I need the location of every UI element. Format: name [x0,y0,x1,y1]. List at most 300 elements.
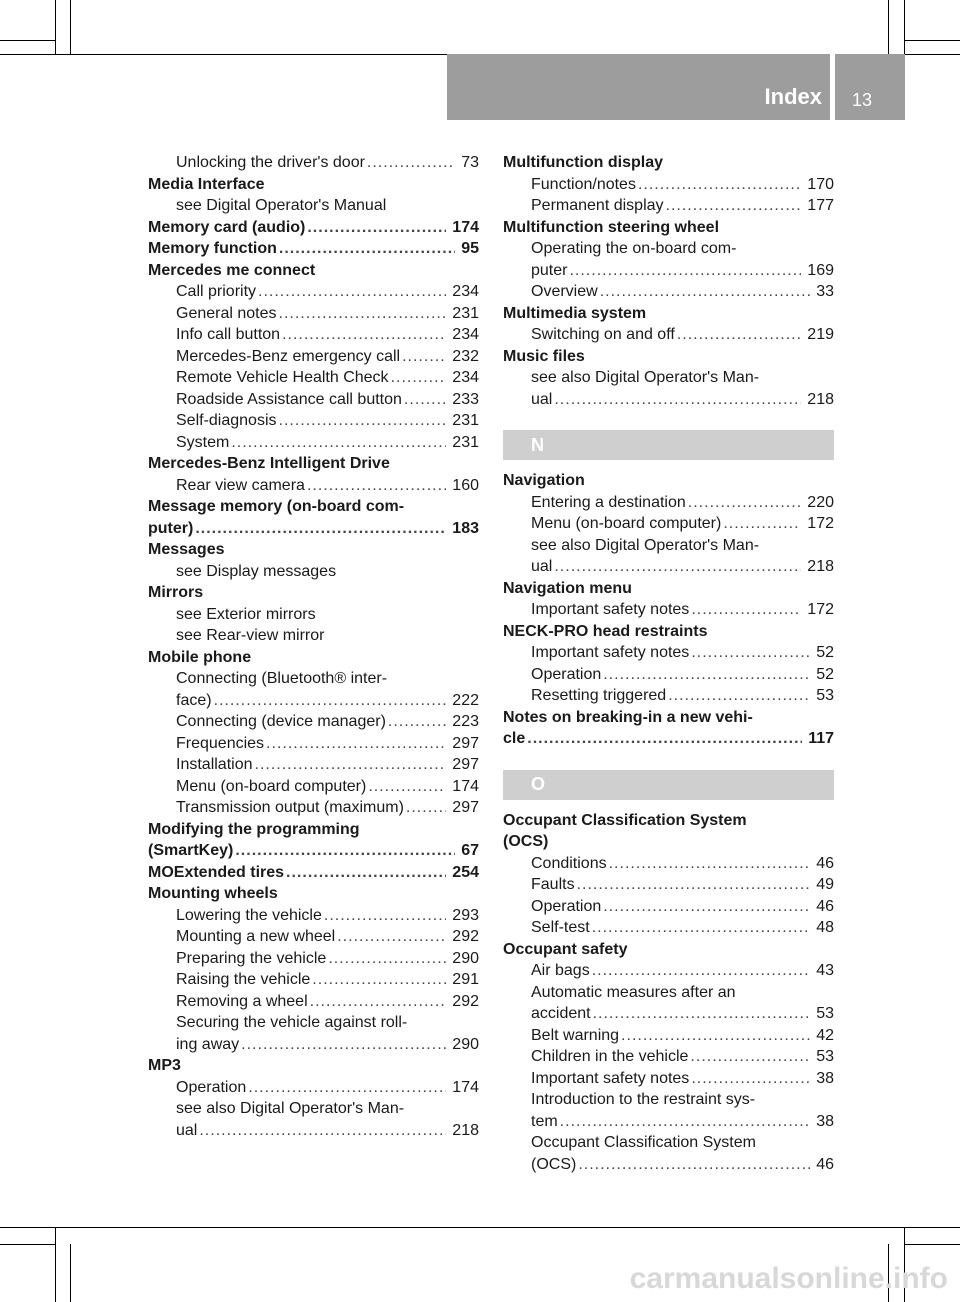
dot-leader [603,664,810,686]
index-term: Menu (on-board computer) [176,777,367,795]
index-term: Occupant safety [503,940,628,958]
dot-leader [560,1111,811,1133]
index-term: Automatic measures after an [531,983,736,1001]
crop-mark [0,1227,960,1228]
index-subentry [503,1089,834,1111]
dot-leader [235,840,455,862]
index-subentry [503,1046,834,1068]
index-term: Remote Vehicle Health Check [176,369,389,386]
crop-mark [904,0,905,54]
index-subentry [148,281,479,303]
index-term: Multimedia system [503,304,647,322]
page-reference: 223 [452,713,479,730]
index-term: (OCS) [531,1155,577,1173]
index-heading [503,217,834,239]
index-term: Info call button [176,326,281,343]
index-term: Media Interface [148,175,265,193]
index-subentry [503,389,834,411]
index-term: Roadside Assistance call button [176,390,402,408]
page-reference: 33 [816,283,834,300]
index-subentry [503,513,834,535]
dot-leader [600,281,811,303]
index-heading [148,539,479,561]
index-heading [148,1055,479,1077]
page-reference: 297 [452,756,479,773]
index-term: Message memory (on-board com- [148,498,405,515]
page-reference: 48 [816,919,834,936]
index-term: Mirrors [148,584,204,601]
index-term: see also Digital Operator's Man- [531,536,760,554]
index-term: Mercedes-Benz emergency call [176,347,401,365]
index-subentry [503,960,834,982]
index-term: System [176,433,230,451]
page-reference: 220 [807,493,834,511]
page-reference: 46 [816,1155,834,1173]
index-heading [148,647,479,669]
index-subentry [503,917,834,939]
index-subentry [148,733,479,755]
index-heading [503,831,834,853]
index-subentry [503,1154,834,1176]
page-reference: 291 [452,971,479,988]
index-term: Lowering the vehicle [176,906,322,924]
index-term: Self-test [531,919,590,936]
index-subentry [503,556,834,578]
page-reference: 177 [807,197,834,214]
index-heading [503,303,834,325]
dot-leader [677,324,801,346]
header-separator [830,54,835,120]
dot-leader [691,1068,810,1090]
index-subentry [148,152,479,174]
index-term: MP3 [148,1057,181,1074]
dot-leader [593,1003,811,1025]
index-term: General notes [176,304,277,322]
page-reference: 234 [452,283,479,300]
page-reference: 222 [452,691,479,709]
index-heading [148,496,479,518]
dot-leader [312,969,446,991]
dot-leader [569,260,801,282]
dot-leader [307,475,446,497]
index-term: Connecting (device manager) [176,713,386,730]
index-heading [148,260,479,282]
page-reference: 46 [816,854,834,872]
index-term: Conditions [531,854,607,872]
page-reference: 218 [807,558,834,575]
index-term: Introduction to the restraint sys- [531,1091,756,1108]
index-heading [503,728,834,750]
index-subentry [148,432,479,454]
page-reference: 292 [452,928,479,945]
index-subentry [148,561,479,583]
page-reference: 67 [461,842,479,859]
dot-leader [666,195,802,217]
index-term: puter) [148,519,194,537]
index-term: Preparing the vehicle [176,949,327,967]
index-subentry [148,1098,479,1120]
index-column-left [148,152,479,1141]
page-reference: 232 [452,347,479,365]
index-subentry [148,754,479,776]
crop-mark [905,40,960,41]
index-term: Installation [176,756,253,773]
dot-leader [214,690,447,712]
dot-leader [577,874,811,896]
index-column-right [503,152,834,1175]
dot-leader [688,492,802,514]
index-heading [503,939,834,961]
index-heading [148,819,479,841]
page-reference: 254 [452,863,479,881]
page-reference: 95 [461,240,479,257]
page-reference: 290 [452,949,479,967]
index-term: Removing a wheel [176,992,308,1010]
dot-leader [367,152,455,174]
index-term: Multifunction display [503,154,663,171]
index-subentry [503,685,834,707]
dot-leader [592,960,811,982]
index-subentry [148,969,479,991]
index-subentry [503,599,834,621]
index-heading [503,578,834,600]
index-term: (SmartKey) [148,842,234,859]
dot-leader [527,728,802,750]
index-term: Mercedes me connect [148,261,316,279]
dot-leader [241,1034,446,1056]
index-term: Permanent display [531,197,664,214]
index-heading [503,810,834,832]
page-reference: 52 [816,644,834,661]
dot-leader [603,896,810,918]
index-term: Securing the vehicle against roll- [176,1014,408,1031]
page-reference: 49 [816,876,834,893]
index-term: Operation [176,1078,247,1096]
dot-leader [578,1154,810,1176]
index-term: cle [503,730,526,747]
index-term: Multifunction steering wheel [503,218,720,236]
index-term: Function/notes [531,175,636,193]
page-reference: 231 [452,412,479,429]
index-term: Occupant Classification System [503,811,747,829]
index-term: Navigation [503,472,585,489]
index-term: Overview [531,283,598,300]
index-subentry [148,711,479,733]
page-number: 13 [852,90,873,110]
index-term: NECK-PRO head restraints [503,622,708,640]
index-term: MOExtended tires [148,863,285,881]
index-term: see Rear-view mirror [176,627,325,644]
page-reference: 231 [452,433,479,451]
index-subentry [148,668,479,690]
crop-mark [0,1244,55,1245]
dot-leader [279,303,447,325]
index-term: Operating the on-board com- [531,240,737,257]
index-subentry [148,303,479,325]
index-term: Operation [531,665,602,683]
index-heading [148,174,479,196]
index-heading [148,840,479,862]
crop-mark [0,40,55,41]
index-term: puter [531,261,568,279]
page-reference: 46 [816,897,834,915]
index-term: Belt warning [531,1026,620,1044]
dot-leader [231,432,446,454]
index-heading [148,518,479,540]
index-subentry [503,492,834,514]
page-reference: 53 [816,1005,834,1022]
index-subentry [503,896,834,918]
index-term: face) [176,691,212,709]
index-term: Children in the vehicle [531,1048,689,1065]
index-heading [503,621,834,643]
dot-leader [282,324,446,346]
index-term: Navigation menu [503,579,632,597]
index-term: Mounting a new wheel [176,928,336,945]
index-subentry [503,195,834,217]
index-subentry [148,797,479,819]
header-bar [447,54,905,120]
page-reference: 38 [816,1069,834,1087]
crop-mark [70,0,71,54]
crop-mark [70,1244,71,1302]
index-term: Transmission output (maximum) [176,799,404,816]
dot-leader [391,367,447,389]
dot-leader [324,905,446,927]
page-reference: 117 [808,730,834,747]
index-subentry [148,195,479,217]
index-term: Operation [531,897,602,915]
dot-leader [592,917,811,939]
page-reference: 234 [452,369,479,386]
index-term: ing away [176,1035,240,1053]
index-term: Memory function [148,240,277,257]
index-subentry [148,410,479,432]
dot-leader [691,599,801,621]
index-subentry [503,1003,834,1025]
index-term: ual [176,1121,198,1139]
index-subentry [148,389,479,411]
index-term: see also Digital Operator's Man- [176,1100,405,1117]
page-reference: 172 [807,515,834,532]
index-term: ual [531,558,553,575]
page-reference: 42 [816,1026,834,1044]
dot-leader [307,217,446,239]
dot-leader [406,797,446,819]
page-reference: 160 [452,476,479,494]
index-subentry [503,324,834,346]
page-reference: 297 [452,799,479,816]
page-reference: 183 [452,519,479,537]
index-term: Important safety notes [531,644,690,661]
page-reference: 52 [816,665,834,683]
index-term: Messages [148,541,225,558]
dot-leader [404,389,446,411]
index-term: Important safety notes [531,601,690,618]
index-term: Mercedes-Benz Intelligent Drive [148,455,390,472]
page-reference: 73 [461,154,479,171]
index-subentry [503,260,834,282]
dot-leader [402,346,446,368]
page-title: Index [764,84,822,109]
index-subentry [148,324,479,346]
index-subentry [148,367,479,389]
page-reference: 38 [816,1112,834,1130]
index-heading [503,346,834,368]
index-term: Faults [531,876,575,893]
index-subentry [148,905,479,927]
page-reference: 43 [816,962,834,979]
index-term: Unlocking the driver's door [176,154,365,171]
page-reference: 231 [452,304,479,322]
dot-leader [723,513,801,535]
dot-leader [388,711,446,733]
dot-leader [286,862,446,884]
dot-leader [266,733,446,755]
index-term: Modifying the programming [148,820,360,838]
dot-leader [554,389,801,411]
page-reference: 218 [807,390,834,408]
index-subentry [503,174,834,196]
crop-mark [55,0,56,54]
page-reference: 169 [807,261,834,279]
index-subentry [503,535,834,557]
index-term: Notes on breaking-in a new vehi- [503,708,753,726]
page-reference: 53 [816,687,834,704]
dot-leader [279,410,447,432]
index-term: accident [531,1005,591,1022]
section-header: N [503,430,834,460]
page-reference: 172 [807,601,834,618]
index-term: Air bags [531,962,590,979]
watermark: carmanualsonline.info [629,1262,948,1295]
index-term: Connecting (Bluetooth® inter- [176,670,388,687]
index-term: Menu (on-board computer) [531,515,722,532]
index-subentry [503,1025,834,1047]
index-term: Occupant Classification System [531,1134,756,1151]
index-term: (OCS) [503,833,549,850]
index-term: Memory card (audio) [148,218,306,236]
dot-leader [638,174,801,196]
index-term: Frequencies [176,734,265,752]
index-term: Resetting triggered [531,687,667,704]
index-subentry [148,690,479,712]
page-reference: 290 [452,1035,479,1053]
index-term: Entering a destination [531,493,686,511]
index-term: see Digital Operator's Manual [176,197,387,214]
dot-leader [248,1077,446,1099]
index-term: Raising the vehicle [176,971,311,988]
dot-leader [668,685,810,707]
page-reference: 170 [807,175,834,193]
index-term: Important safety notes [531,1069,690,1087]
index-subentry [148,776,479,798]
index-subentry [148,346,479,368]
index-term: Call priority [176,283,257,300]
index-subentry [148,926,479,948]
index-subentry [503,1068,834,1090]
index-subentry [503,238,834,260]
page-reference: 53 [816,1048,834,1065]
dot-leader [690,1046,810,1068]
page-reference: 174 [452,218,479,236]
dot-leader [337,926,446,948]
index-heading [148,883,479,905]
dot-leader [691,642,810,664]
crop-mark [888,0,889,54]
index-subentry [148,475,479,497]
index-heading [503,152,834,174]
index-subentry [503,642,834,664]
index-subentry [148,991,479,1013]
index-subentry [503,367,834,389]
page-reference: 293 [452,906,479,924]
index-heading [148,582,479,604]
index-subentry [503,853,834,875]
dot-leader [310,991,447,1013]
index-subentry [503,1111,834,1133]
index-heading [148,238,479,260]
index-subentry [148,1120,479,1142]
page-reference: 233 [452,390,479,408]
index-term: Switching on and off [531,326,675,343]
index-subentry [503,664,834,686]
index-term: ual [531,390,553,408]
index-subentry [148,1077,479,1099]
index-heading [503,707,834,729]
page-reference: 292 [452,992,479,1010]
index-term: Self-diagnosis [176,412,277,429]
index-term: Mobile phone [148,648,252,666]
index-heading [503,470,834,492]
dot-leader [255,754,447,776]
index-subentry [148,604,479,626]
index-term: tem [531,1112,558,1130]
page-reference: 219 [807,326,834,343]
dot-leader [621,1025,810,1047]
section-header: O [503,770,834,800]
index-subentry [503,982,834,1004]
crop-mark [905,1244,960,1245]
index-subentry [148,625,479,647]
dot-leader [279,238,455,260]
index-term: Mounting wheels [148,885,278,902]
index-term: see Display messages [176,562,337,580]
page-reference: 174 [452,1078,479,1096]
dot-leader [554,556,801,578]
index-term: see Exterior mirrors [176,605,316,623]
page-reference: 234 [452,326,479,343]
crop-mark [55,1228,56,1302]
index-term: Rear view camera [176,476,305,494]
index-subentry [148,1012,479,1034]
index-subentry [503,874,834,896]
dot-leader [328,948,446,970]
index-term: see also Digital Operator's Man- [531,369,760,386]
index-heading [148,217,479,239]
index-subentry [503,1132,834,1154]
index-heading [148,453,479,475]
index-heading [148,862,479,884]
index-term: Music files [503,347,585,365]
page-reference: 297 [452,734,479,752]
index-subentry [148,948,479,970]
index-subentry [503,281,834,303]
dot-leader [368,776,446,798]
page-reference: 218 [452,1121,479,1139]
page-reference: 174 [452,777,479,795]
dot-leader [199,1120,446,1142]
